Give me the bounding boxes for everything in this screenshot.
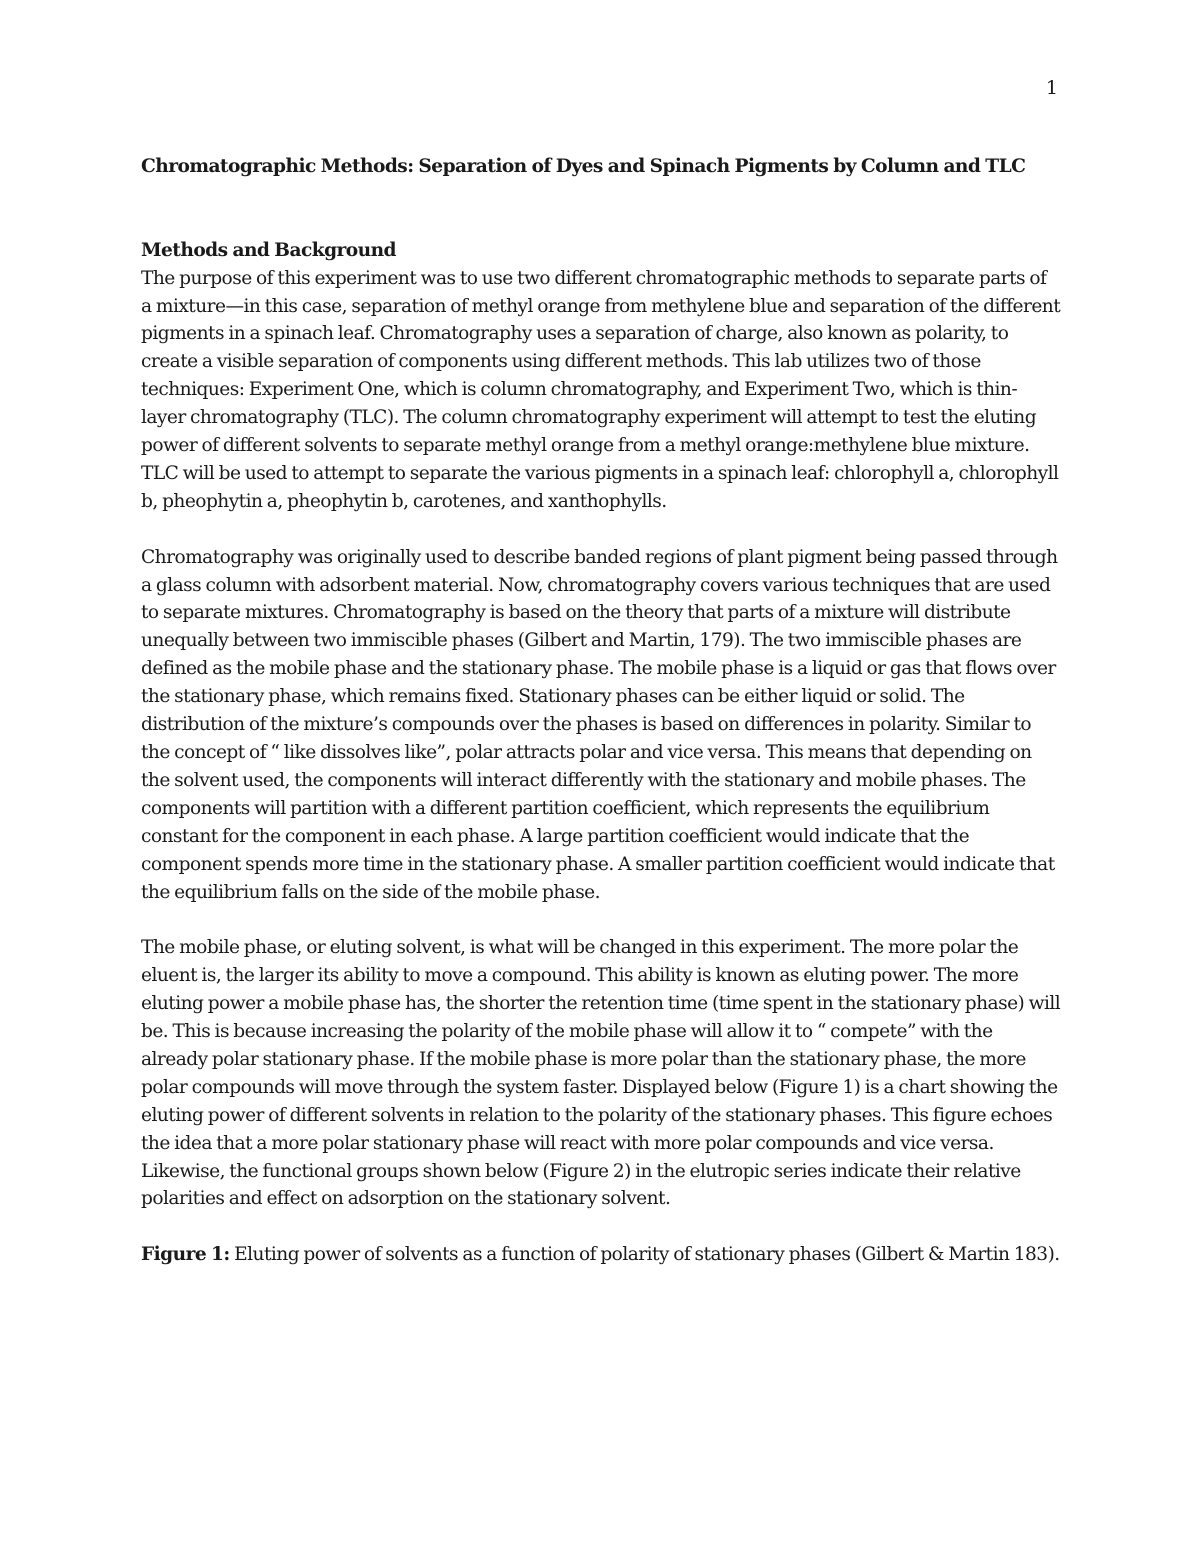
page-number: 1 [1045, 77, 1058, 99]
figure-caption-label: Figure 1: [141, 1244, 230, 1266]
document-title: Chromatographic Methods: Separation of Dyes and Spinach Pigments by Column and TLC [141, 156, 1026, 177]
section-heading: Methods and Background [141, 239, 397, 261]
document-body [141, 153, 1061, 1269]
paragraph-chromatography-theory: Chromatography was originally used to describe banded regions of plant pigment being passed through a glass column with adsorbent material. Now, chromatography covers various techniques that are used to separate mixtures. Chromatography is based on the theory that parts of a mixture will distribute unequally between two immiscible phases (Gilbert and Martin, 179). The two immiscible phases are defined as the mobile phase and the stationary phase. The mobile phase is a liquid or gas that flows over the stationary phase, which remains fixed. Stationary phases can be either liquid or solid. The distribution of the mixture’s compounds over the phases is based on differences in polarity. Similar to the concept of “ like dissolves like”, polar attracts polar and vice versa. This means that depending on the solvent used, the components will interact differently with the stationary and mobile phases. The components will partition with a different partition coefficient, which represents the equilibrium constant for the component in each phase. A large partition coefficient would indicate that the component spends more time in the stationary phase. A smaller partition coefficient would indicate that the equilibrium falls on the side of the mobile phase. [141, 546, 1058, 903]
figure-caption-text: Eluting power of solvents as a function of polarity of stationary phases (Gilbert & Martin 183). [229, 1244, 1060, 1266]
figure-caption [141, 1241, 1061, 1269]
paragraph-purpose: The purpose of this experiment was to use two different chromatographic methods to separate parts of a mixture—in this case, separation of methyl orange from methylene blue and separation of the different pigments in a spinach leaf. Chromatography uses a separation of charge, also known as polarity, to create a visible separation of components using different methods. This lab utilizes two of those techniques: Experiment One, which is column chromatography, and Experiment Two, which is thin-layer chromatography (TLC). The column chromatography experiment will attempt to test the eluting power of different solvents to separate methyl orange from a methyl orange:methylene blue mixture. TLC will be used to attempt to separate the various pigments in a spinach leaf: chlorophyll a, chlorophyll b, pheophytin a, pheophytin b, carotenes, and xanthophylls. [141, 267, 1061, 512]
paragraph-mobile-phase: The mobile phase, or eluting solvent, is what will be changed in this experiment. The more polar the eluent is, the larger its ability to move a compound. This ability is known as eluting power. The more eluting power a mobile phase has, the shorter the retention time (time spent in the stationary phase) will be. This is because increasing the polarity of the mobile phase will allow it to “ compete” with the already polar stationary phase. If the mobile phase is more polar than the stationary phase, the more polar compounds will move through the system faster. Displayed below (Figure 1) is a chart showing the eluting power of different solvents in relation to the polarity of the stationary phases. This figure echoes the idea that a more polar stationary phase will react with more polar compounds and vice versa. Likewise, the functional groups shown below (Figure 2) in the elutropic series indicate their relative polarities and effect on adsorption on the stationary solvent. [141, 937, 1061, 1210]
